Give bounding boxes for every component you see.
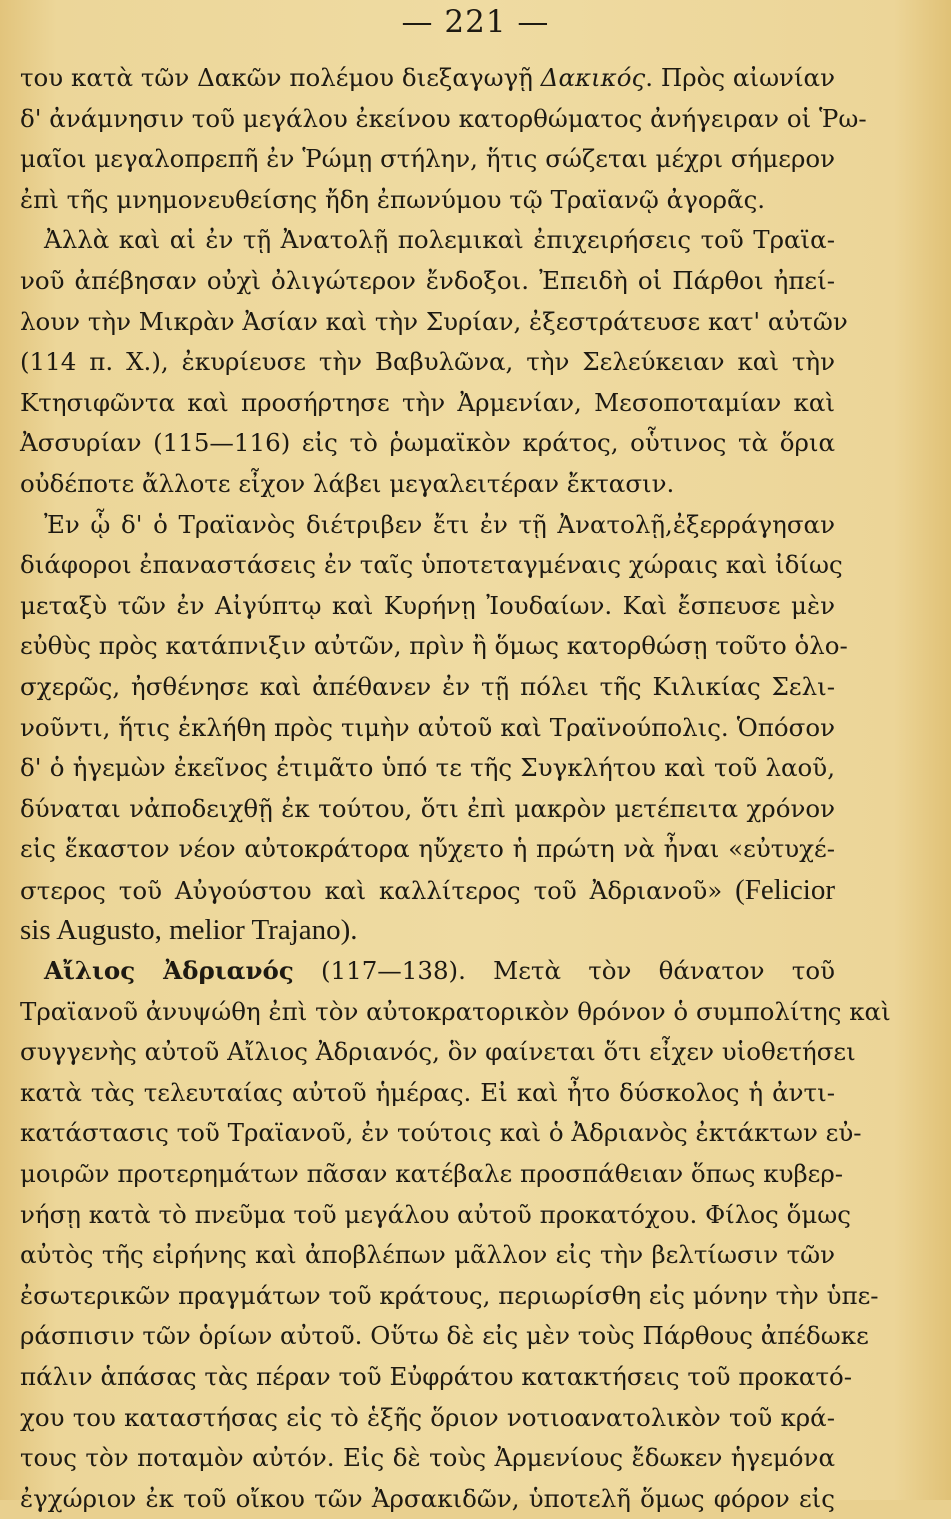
text-line: νοῦ ἀπέβησαν οὐχὶ ὀλιγώτερον ἔνδοξοι. Ἐπειδὴ οἱ Πάρθοι ἠπεί- (20, 265, 835, 295)
text-line: χου του καταστήσας εἰς τὸ ἑξῆς ὅριον νοτιοανατολικὸν τοῦ κρά- (20, 1402, 835, 1432)
text-line: ἐπὶ τῆς μνημονευθείσης ἤδη ἐπωνύμου τῷ Τραϊανῷ ἀγορᾶς. (20, 184, 766, 214)
text-line: λουν τὴν Μικρὰν Ἀσίαν καὶ τὴν Συρίαν, ἐξεστράτευσε κατ' αὐτῶν (20, 306, 848, 336)
text-line: οὐδέποτε ἄλλοτε εἶχον λάβει μεγαλειτέραν ἔκτασιν. (20, 468, 675, 498)
text-line: διάφοροι ἐπαναστάσεις ἐν ταῖς ὑποτεταγμέναις χώραις καὶ ἰδίως (20, 550, 843, 580)
text-line: ἐγχώριον ἐκ τοῦ οἴκου τῶν Ἀρσακιδῶν, ὑποτελῆ ὅμως φόρον εἰς (20, 1483, 835, 1513)
text-line: εὐθὺς πρὸς κατάπνιξιν αὐτῶν, πρὶν ἢ ὅμως κατορθώσῃ τοῦτο ὁλο- (20, 631, 848, 661)
text-line: Ἐν ᾧ δ' ὁ Τραϊανὸς διέτριβεν ἔτι ἐν τῇ Ἀνατολῇ,ἐξερράγησαν (44, 509, 835, 539)
text-line: κατάστασις τοῦ Τραϊανοῦ, ἐν τούτοις καὶ ὁ Ἀδριανὸς ἐκτάκτων εὐ- (20, 1118, 862, 1148)
text-line: αὐτὸς τῆς εἰρήνης καὶ ἀποβλέπων μᾶλλον εἰς τὴν βελτίωσιν τῶν (20, 1240, 835, 1270)
text-line: sis Augusto, melior Trajano). (20, 914, 358, 947)
page-number: — 221 — (401, 4, 550, 40)
text-line: συγγενὴς αὐτοῦ Αἴλιος Ἀδριανός, ὃν φαίνεται ὅτι εἶχεν υἱοθετήσει (20, 1037, 856, 1067)
text-line: δ' ἀνάμνησιν τοῦ μεγάλου ἐκείνου κατορθώματος ἀνήγειραν οἱ Ῥω- (20, 103, 867, 133)
text-line: δ' ὁ ἡγεμὼν ἐκεῖνος ἐτιμᾶτο ὑπό τε τῆς Συγκλήτου καὶ τοῦ λαοῦ, (20, 753, 835, 783)
latin-phrase: (Felicior (735, 873, 835, 906)
text-line: Τραϊανοῦ ἀνυψώθη ἐπὶ τὸν αὐτοκρατορικὸν θρόνον ὁ συμπολίτης καὶ (20, 996, 891, 1026)
text-line: σχερῶς, ἠσθένησε καὶ ἀπέθανεν ἐν τῇ πόλει τῆς Κιλικίας Σελι- (20, 671, 835, 701)
text-line: Ἀλλὰ καὶ αἱ ἐν τῇ Ἀνατολῇ πολεμικαὶ ἐπιχειρήσεις τοῦ Τραϊα- (44, 225, 835, 255)
text-line: εἰς ἕκαστον νέον αὐτοκράτορα ηὔχετο ἡ πρώτη νὰ ἦναι «εὐτυχέ- (20, 834, 835, 864)
body-text (20, 58, 891, 1519)
text-line: δύναται νἀποδειχθῇ ἐκ τούτου, ὅτι ἐπὶ μακρὸν μετέπειτα χρόνον (20, 793, 835, 823)
text-line: νοῦντι, ἥτις ἐκλήθη πρὸς τιμὴν αὐτοῦ καὶ Τραϊνούπολις. Ὁπόσον (20, 712, 835, 742)
text-line: Κτησιφῶντα καὶ προσήρτησε τὴν Ἀρμενίαν, Μεσοποταμίαν καὶ (20, 387, 835, 417)
text-line: ράσπισιν τῶν ὁρίων αὐτοῦ. Οὕτω δὲ εἰς μὲν τοὺς Πάρθους ἀπέδωκε (20, 1321, 869, 1351)
text-line: Αἴλιος Ἀδριανός (117—138). Μετὰ τὸν θάνατον τοῦ (44, 956, 835, 986)
text-line: πάλιν ἁπάσας τὰς πέραν τοῦ Εὐφράτου κατακτήσεις τοῦ προκατό- (20, 1362, 853, 1391)
section-heading: Αἴλιος Ἀδριανός (44, 956, 294, 986)
italic-term: Δακικός (540, 63, 646, 92)
text-line: του κατὰ τῶν Δακῶν πολέμου διεξαγωγῇ Δακικός. Πρὸς αἰωνίαν (20, 63, 835, 92)
text-line: μοιρῶν προτερημάτων πᾶσαν κατέβαλε προσπάθειαν ὅπως κυβερ- (20, 1159, 844, 1189)
text-line: κατὰ τὰς τελευταίας αὐτοῦ ἡμέρας. Εἰ καὶ ἦτο δύσκολος ἡ ἀντι- (20, 1077, 835, 1107)
text-line: νήσῃ κατὰ τὸ πνεῦμα τοῦ μεγάλου αὐτοῦ προκατόχου. Φίλος ὅμως (20, 1199, 851, 1229)
text-line: (114 π. Χ.), ἐκυρίευσε τὴν Βαβυλῶνα, τὴν Σελεύκειαν καὶ τὴν (20, 347, 835, 377)
text-line: μεταξὺ τῶν ἐν Αἰγύπτῳ καὶ Κυρήνῃ Ἰουδαίων. Καὶ ἔσπευσε μὲν (20, 590, 835, 620)
text-line: Ἀσσυρίαν (115—116) εἰς τὸ ῥωμαϊκὸν κράτος, οὗτινος τὰ ὅρια (20, 428, 835, 458)
text-line: μαῖοι μεγαλοπρεπῆ ἐν Ῥώμῃ στήλην, ἥτις σώζεται μέχρι σήμερον (20, 144, 835, 174)
text-line: τους τὸν ποταμὸν αὐτόν. Εἰς δὲ τοὺς Ἀρμενίους ἔδωκεν ἡγεμόνα (20, 1443, 835, 1473)
text-line: ἐσωτερικῶν πραγμάτων τοῦ κράτους, περιωρίσθη εἰς μόνην τὴν ὑπε- (20, 1280, 879, 1310)
text-line: στερος τοῦ Αὐγούστου καὶ καλλίτερος τοῦ Ἀδριανοῦ» (Felicior (20, 873, 835, 906)
